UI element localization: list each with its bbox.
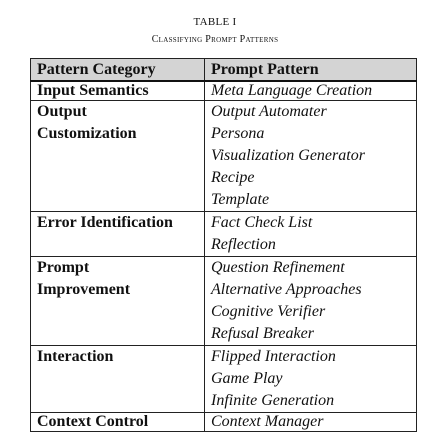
category-line: Improvement — [37, 281, 131, 298]
pattern-item: Recipe — [211, 169, 255, 186]
table-row — [31, 346, 417, 413]
table-label: TABLE I — [193, 16, 237, 28]
table-header-row — [31, 59, 417, 82]
prompt-patterns-table — [30, 58, 417, 432]
pattern-item: Question Refinement — [211, 259, 345, 276]
pattern-item: Cognitive Verifier — [211, 303, 326, 320]
category-cell — [31, 81, 205, 101]
pattern-item: Alternative Approaches — [211, 281, 362, 298]
table-row — [31, 81, 417, 101]
pattern-item: Persona — [211, 125, 265, 142]
category-line: Context Control — [37, 413, 149, 430]
patterns-cell — [205, 212, 417, 257]
pattern-item: Template — [211, 191, 270, 208]
category-line: Output — [37, 103, 87, 120]
patterns-cell — [205, 346, 417, 413]
pattern-item: Fact Check List — [211, 214, 313, 231]
table-title: Classifying Prompt Patterns — [151, 34, 279, 45]
pattern-item: Visualization Generator — [211, 147, 365, 164]
category-line: Prompt — [37, 259, 90, 276]
category-line: Customization — [37, 125, 137, 142]
patterns-cell — [205, 81, 417, 101]
category-cell — [31, 212, 205, 257]
pattern-item: Game Play — [211, 370, 283, 387]
table-row — [31, 101, 417, 212]
table-row — [31, 413, 417, 432]
category-cell — [31, 413, 205, 432]
pattern-item: Refusal Breaker — [211, 325, 314, 342]
category-cell — [31, 346, 205, 413]
pattern-item: Meta Language Creation — [211, 82, 373, 99]
header-pattern-category: Pattern Category — [31, 59, 205, 82]
patterns-cell — [205, 257, 417, 346]
pattern-item: Output Automater — [211, 103, 327, 120]
header-prompt-pattern: Prompt Pattern — [205, 59, 417, 82]
category-line: Input Semantics — [37, 82, 149, 99]
pattern-item: Flipped Interaction — [211, 348, 336, 365]
category-line: Interaction — [37, 348, 114, 365]
category-cell — [31, 101, 205, 212]
pattern-item: Context Manager — [211, 413, 324, 430]
category-cell — [31, 257, 205, 346]
category-line: Error Identification — [37, 214, 173, 231]
table-row — [31, 212, 417, 257]
pattern-item: Reflection — [211, 236, 276, 253]
table-row — [31, 257, 417, 346]
pattern-item: Infinite Generation — [211, 392, 335, 409]
patterns-cell — [205, 413, 417, 432]
patterns-cell — [205, 101, 417, 212]
